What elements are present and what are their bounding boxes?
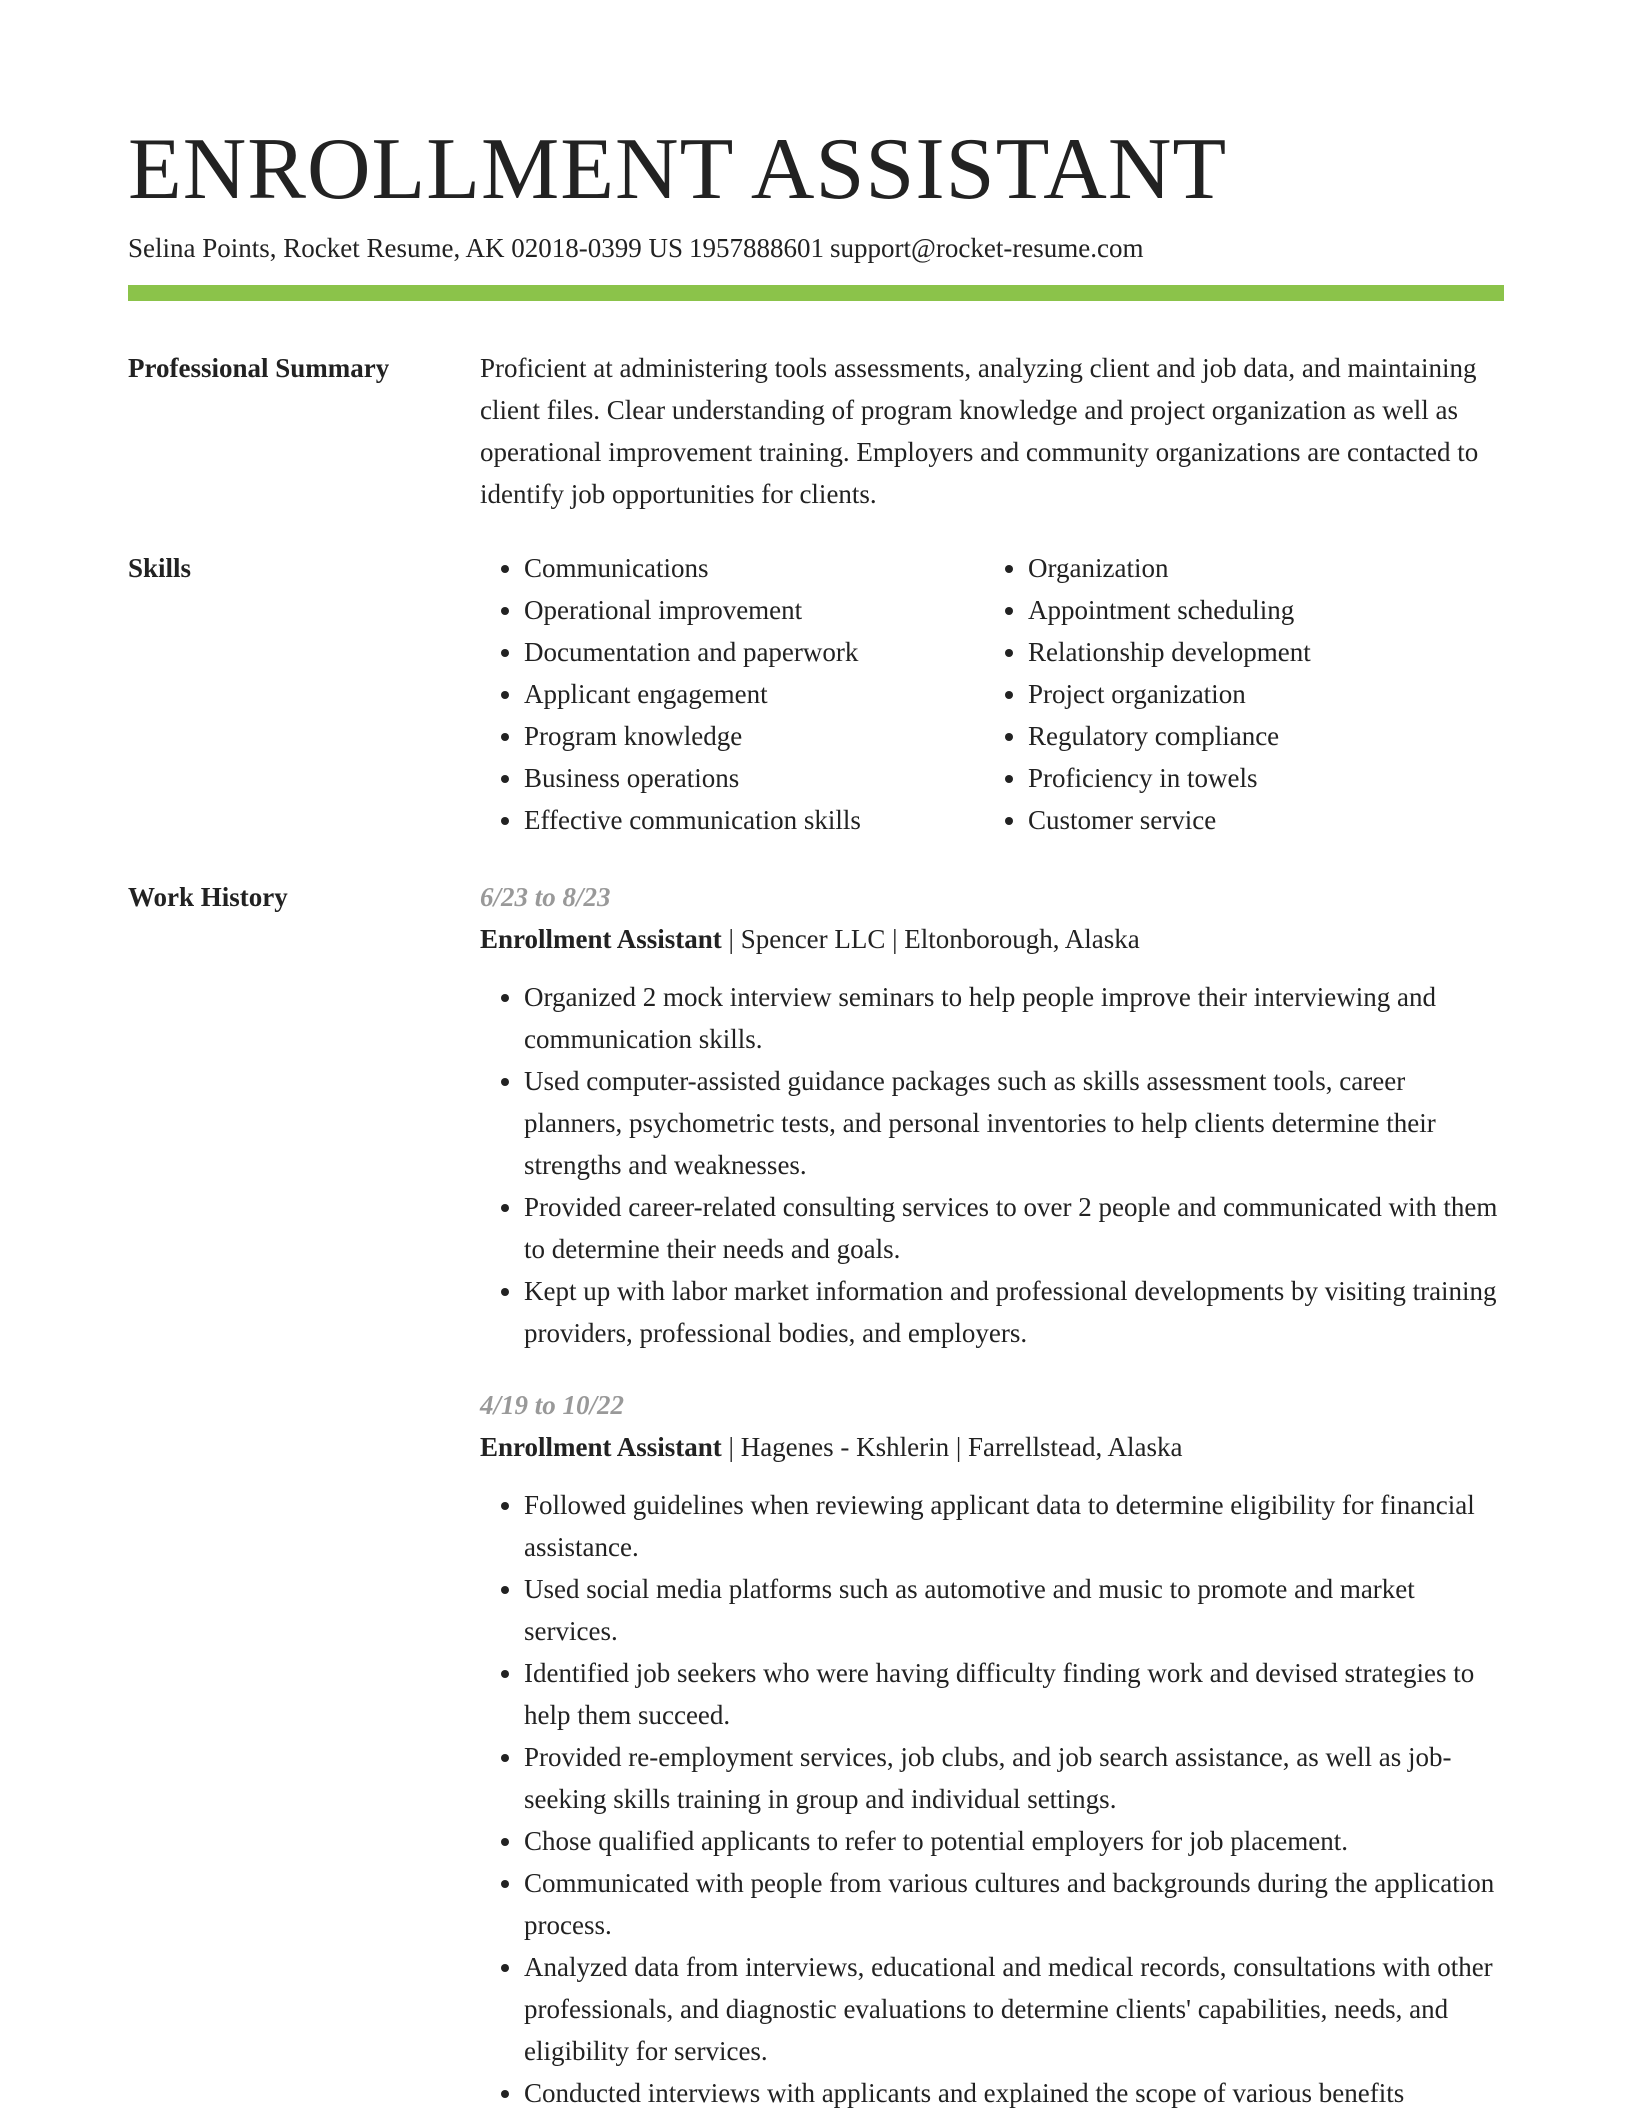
job-dates: 4/19 to 10/22 bbox=[480, 1390, 625, 1420]
job-title: Enrollment Assistant bbox=[480, 1432, 722, 1462]
skill-item: • Business operations bbox=[524, 757, 984, 799]
skills-body bbox=[480, 547, 1504, 841]
skill-item: • Regulatory compliance bbox=[1028, 715, 1488, 757]
job-bullet: • Organized 2 mock interview seminars to help people improve their interviewing and communication skills. bbox=[524, 976, 1504, 1060]
contact-phone: 1957888601 bbox=[689, 233, 824, 263]
summary-body bbox=[480, 347, 1504, 515]
skill-item: • Communications bbox=[524, 547, 984, 589]
skill-item: • Operational improvement bbox=[524, 589, 984, 631]
job-title-line bbox=[480, 918, 1504, 960]
job-bullet: • Provided career-related consulting services to over 2 people and communicated with them to determine their needs and goals. bbox=[524, 1186, 1504, 1270]
job-employer-location: | Hagenes - Kshlerin | Farrellstead, Alaska bbox=[721, 1432, 1183, 1462]
job-bullet: • Chose qualified applicants to refer to potential employers for job placement. bbox=[524, 1820, 1504, 1862]
job-title: Enrollment Assistant bbox=[480, 924, 722, 954]
job-entry bbox=[480, 1384, 1504, 2114]
job-dates: 6/23 to 8/23 bbox=[480, 882, 611, 912]
skills-columns bbox=[480, 547, 1504, 841]
job-bullet: • Communicated with people from various cultures and backgrounds during the application process. bbox=[524, 1862, 1504, 1946]
summary-text: Proficient at administering tools assessments, analyzing client and job data, and maintaining client files. Clear understanding of program knowledge and project organization as well as operational improvement training. Employers and community organizations are contacted to identify job opportunities for clients. bbox=[480, 353, 1479, 509]
accent-divider bbox=[128, 285, 1504, 301]
job-bullet: • Provided re-employment services, job clubs, and job search assistance, as well as job-seeking skills training in group and individual settings. bbox=[524, 1736, 1504, 1820]
job-bullets bbox=[480, 1484, 1504, 2114]
skill-item: • Appointment scheduling bbox=[1028, 589, 1488, 631]
skill-item: • Program knowledge bbox=[524, 715, 984, 757]
contact-email: support@rocket-resume.com bbox=[830, 233, 1144, 263]
job-title-line bbox=[480, 1426, 1504, 1468]
skill-item: • Applicant engagement bbox=[524, 673, 984, 715]
skill-item: • Effective communication skills bbox=[524, 799, 984, 841]
job-bullet: • Conducted interviews with applicants and explained the scope of various benefits bbox=[524, 2072, 1504, 2114]
skills-label: Skills bbox=[128, 553, 192, 583]
job-bullet: • Kept up with labor market information and professional developments by visiting training providers, professional bodies, and employers. bbox=[524, 1270, 1504, 1354]
work-history-body bbox=[480, 876, 1504, 2114]
job-bullet: • Identified job seekers who were having difficulty finding work and devised strategies to help them succeed. bbox=[524, 1652, 1504, 1736]
skill-item: • Customer service bbox=[1028, 799, 1488, 841]
skill-item: • Organization bbox=[1028, 547, 1488, 589]
skill-item: • Project organization bbox=[1028, 673, 1488, 715]
contact-address: Selina Points, Rocket Resume, AK 02018-0399 US bbox=[128, 233, 683, 263]
job-bullet: • Analyzed data from interviews, educational and medical records, consultations with other professionals, and diagnostic evaluations to determine clients' capabilities, needs, and eligibility for services. bbox=[524, 1946, 1504, 2072]
skills-column-2 bbox=[984, 547, 1488, 841]
skills-column-1 bbox=[480, 547, 984, 841]
contact-line bbox=[128, 230, 1150, 266]
job-bullet: • Used computer-assisted guidance packages such as skills assessment tools, career planners, psychometric tests, and personal inventories to help clients determine their strengths and weaknesses. bbox=[524, 1060, 1504, 1186]
work-history-label: Work History bbox=[128, 882, 288, 912]
resume-name-heading: ENROLLMENT ASSISTANT bbox=[128, 121, 1228, 218]
skill-item: • Documentation and paperwork bbox=[524, 631, 984, 673]
skill-item: • Relationship development bbox=[1028, 631, 1488, 673]
summary-label: Professional Summary bbox=[128, 353, 390, 383]
job-employer-location: | Spencer LLC | Eltonborough, Alaska bbox=[721, 924, 1140, 954]
job-bullet: • Used social media platforms such as automotive and music to promote and market services. bbox=[524, 1568, 1504, 1652]
skill-item: • Proficiency in towels bbox=[1028, 757, 1488, 799]
job-bullet: • Followed guidelines when reviewing applicant data to determine eligibility for financial assistance. bbox=[524, 1484, 1504, 1568]
job-bullets bbox=[480, 976, 1504, 1354]
job-entry bbox=[480, 876, 1504, 1354]
